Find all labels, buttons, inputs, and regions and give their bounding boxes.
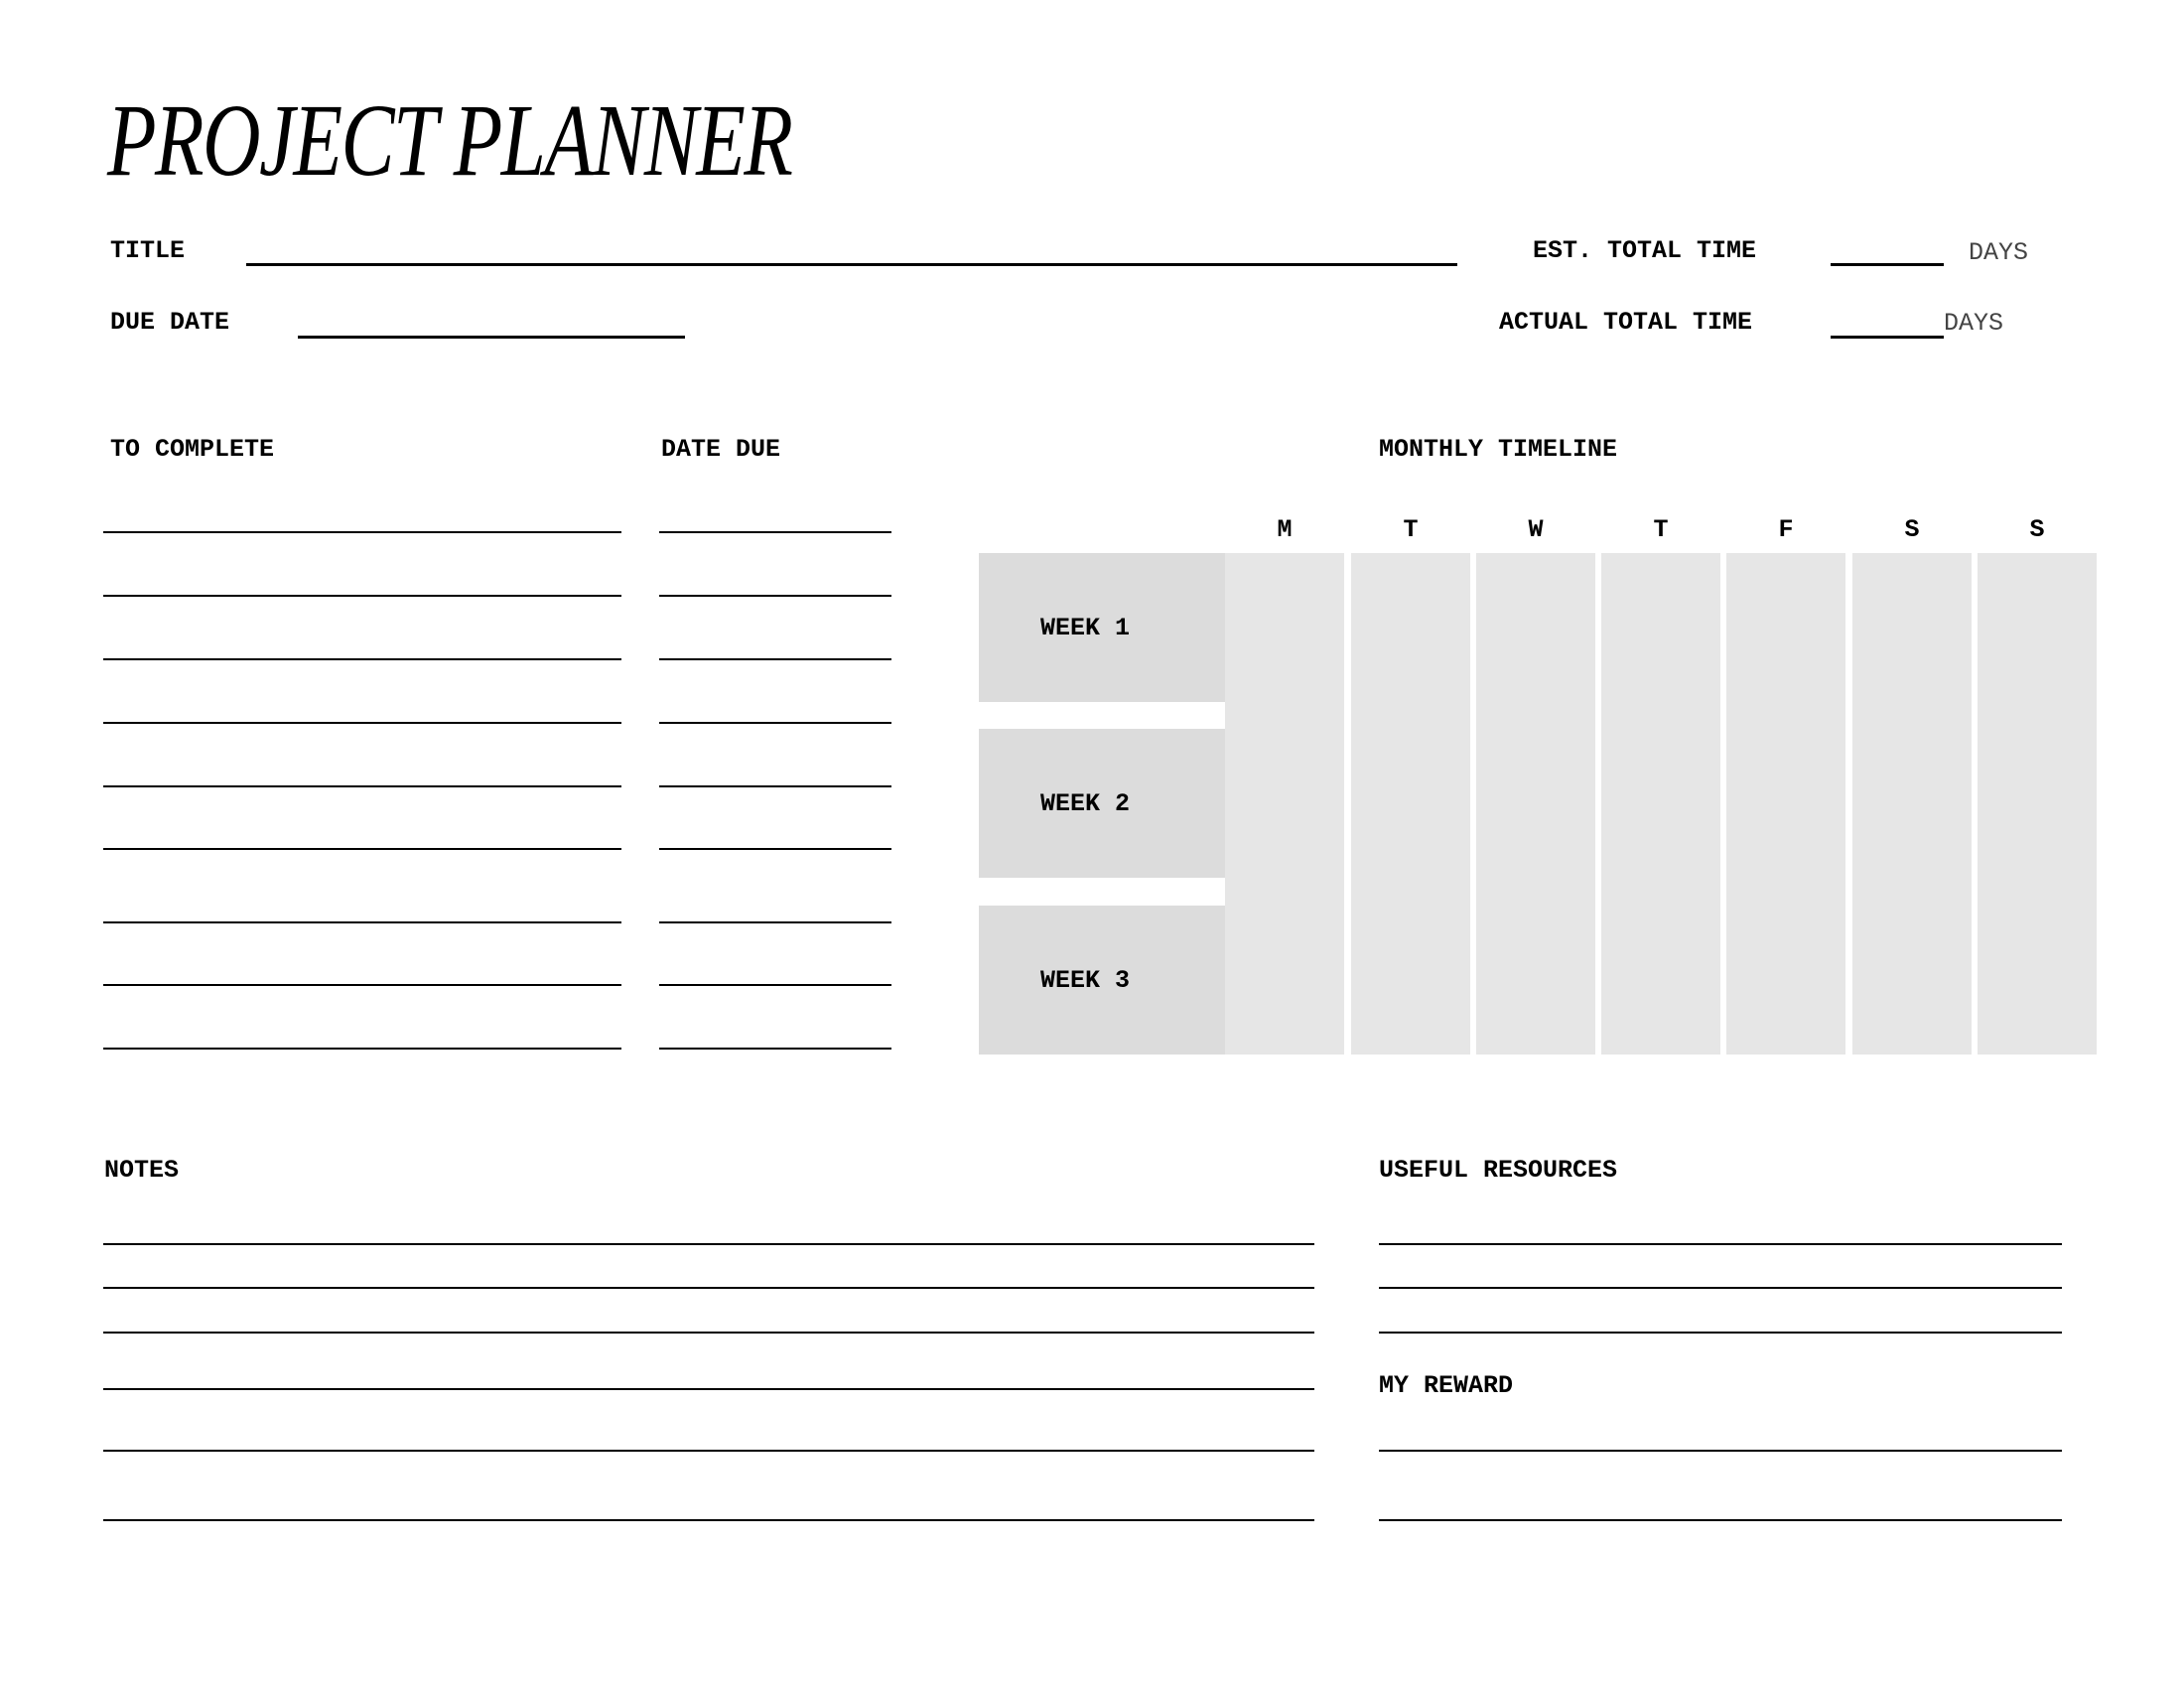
task-line[interactable] — [103, 785, 621, 787]
est-days-unit: DAYS — [1969, 238, 2029, 267]
monthly-timeline-label: MONTHLY TIMELINE — [1379, 435, 1618, 464]
date-due-line[interactable] — [659, 848, 891, 850]
task-line[interactable] — [103, 921, 621, 923]
due-date-label: DUE DATE — [110, 308, 230, 337]
day-column[interactable] — [1601, 553, 1720, 1055]
day-header: S — [1904, 515, 1920, 544]
reward-line[interactable] — [1379, 1450, 2062, 1452]
task-line[interactable] — [103, 658, 621, 660]
week-row-label — [979, 906, 1225, 1055]
title-label: TITLE — [110, 236, 186, 265]
day-header: M — [1277, 515, 1293, 544]
week-label: WEEK 2 — [1040, 788, 1131, 818]
task-line[interactable] — [103, 1048, 621, 1050]
date-due-line[interactable] — [659, 984, 891, 986]
date-due-line[interactable] — [659, 722, 891, 724]
week-row-label — [979, 553, 1225, 702]
task-line[interactable] — [103, 722, 621, 724]
date-due-line[interactable] — [659, 658, 891, 660]
day-header: F — [1778, 515, 1794, 544]
resource-line[interactable] — [1379, 1287, 2062, 1289]
notes-line[interactable] — [103, 1450, 1314, 1452]
to-complete-label: TO COMPLETE — [110, 435, 275, 464]
notes-line[interactable] — [103, 1332, 1314, 1334]
week-label: WEEK 1 — [1040, 613, 1131, 642]
notes-label: NOTES — [104, 1156, 180, 1185]
date-due-line[interactable] — [659, 531, 891, 533]
resource-line[interactable] — [1379, 1243, 2062, 1245]
day-header: S — [2029, 515, 2045, 544]
week-label: WEEK 3 — [1040, 965, 1131, 995]
task-line[interactable] — [103, 531, 621, 533]
est-total-time-field-line[interactable] — [1831, 263, 1944, 266]
date-due-line[interactable] — [659, 1048, 891, 1050]
day-header: W — [1528, 515, 1544, 544]
day-column[interactable] — [1476, 553, 1595, 1055]
date-due-line[interactable] — [659, 921, 891, 923]
reward-line[interactable] — [1379, 1519, 2062, 1521]
notes-line[interactable] — [103, 1243, 1314, 1245]
task-line[interactable] — [103, 595, 621, 597]
title-field-line[interactable] — [246, 263, 1457, 266]
useful-resources-label: USEFUL RESOURCES — [1379, 1156, 1618, 1185]
task-line[interactable] — [103, 984, 621, 986]
task-line[interactable] — [103, 848, 621, 850]
date-due-line[interactable] — [659, 785, 891, 787]
due-date-field-line[interactable] — [298, 336, 685, 339]
notes-line[interactable] — [103, 1287, 1314, 1289]
actual-days-unit: DAYS — [1944, 309, 2004, 338]
day-column[interactable] — [1852, 553, 1972, 1055]
notes-line[interactable] — [103, 1519, 1314, 1521]
date-due-line[interactable] — [659, 595, 891, 597]
resource-line[interactable] — [1379, 1332, 2062, 1334]
actual-total-time-field-line[interactable] — [1831, 336, 1944, 339]
day-column[interactable] — [1726, 553, 1845, 1055]
notes-line[interactable] — [103, 1388, 1314, 1390]
my-reward-label: MY REWARD — [1379, 1371, 1514, 1400]
day-header: T — [1403, 515, 1419, 544]
day-column[interactable] — [1978, 553, 2097, 1055]
day-column[interactable] — [1225, 553, 1344, 1055]
actual-total-time-label: ACTUAL TOTAL TIME — [1499, 308, 1753, 337]
day-header: T — [1653, 515, 1669, 544]
page-title: PROJECT PLANNER — [107, 83, 792, 198]
est-total-time-label: EST. TOTAL TIME — [1533, 236, 1757, 265]
date-due-label: DATE DUE — [661, 435, 781, 464]
week-row-label — [979, 729, 1225, 878]
day-column[interactable] — [1351, 553, 1470, 1055]
